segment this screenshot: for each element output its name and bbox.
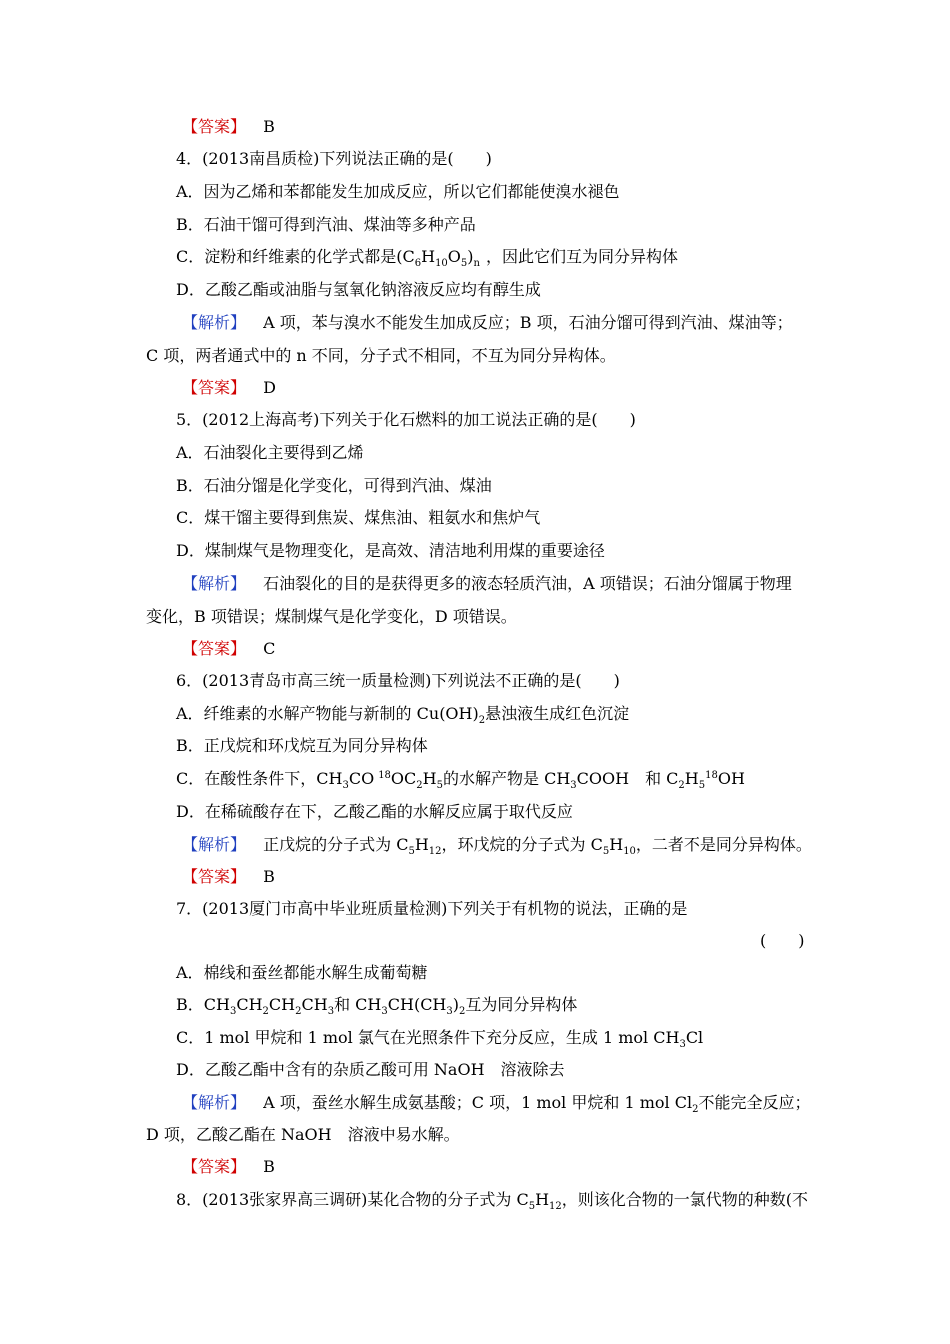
subscript: 2 bbox=[478, 715, 486, 726]
subscript: 3 bbox=[229, 1006, 237, 1017]
answer-value: D bbox=[263, 378, 276, 397]
subscript: 3 bbox=[342, 780, 349, 791]
text-run: B．CH bbox=[176, 995, 230, 1014]
q5-option-a: A．石油裂化主要得到乙烯 bbox=[176, 443, 364, 462]
q6-answer-line bbox=[182, 866, 275, 888]
text-run: CH bbox=[236, 995, 263, 1014]
text-run: H bbox=[422, 769, 437, 788]
q7-answer-line bbox=[182, 1156, 275, 1178]
q8-stem bbox=[176, 1189, 808, 1211]
q6-option-a bbox=[176, 703, 629, 725]
text-run: 互为同分异构体 bbox=[465, 995, 578, 1014]
answer-value: B bbox=[263, 1157, 275, 1176]
text-run: O bbox=[447, 247, 461, 266]
text-run: C．淀粉和纤维素的化学式都是(C bbox=[176, 247, 415, 266]
q4-analysis-line1 bbox=[182, 312, 793, 334]
q7-analysis-line2: D 项，乙酸乙酯在 NaOH 溶液中易水解。 bbox=[146, 1125, 460, 1144]
text-run: ) bbox=[467, 247, 474, 266]
q4-option-a: A．因为乙烯和苯都能发生加成反应，所以它们都能使溴水褪色 bbox=[176, 182, 620, 201]
analysis-tag: 【解析】 bbox=[182, 313, 247, 332]
text-run: CH bbox=[301, 995, 328, 1014]
text-run: OH bbox=[717, 769, 745, 788]
text-run: CH bbox=[268, 995, 296, 1014]
subscript: 5 bbox=[528, 1201, 536, 1212]
q4-option-d: D．乙酸乙酯或油脂与氢氧化钠溶液反应均有醇生成 bbox=[176, 280, 541, 299]
subscript: 10 bbox=[623, 846, 636, 857]
text-run: C．1 mol 甲烷和 1 mol 氯气在光照条件下充分反应，生成 1 mol CH bbox=[176, 1028, 680, 1047]
text-run: 的水解产物是 CH bbox=[442, 769, 571, 788]
text-run: C．在酸性条件下，CH bbox=[176, 769, 343, 788]
q5-option-b: B．石油分馏是化学变化，可得到汽油、煤油 bbox=[176, 476, 492, 495]
q7-answer-paren: ( ) bbox=[760, 931, 805, 950]
q6-analysis-line bbox=[182, 834, 812, 856]
answer-tag: 【答案】 bbox=[182, 117, 247, 136]
q5-answer-line bbox=[182, 638, 275, 660]
q4-answer-line bbox=[182, 377, 276, 399]
q5-option-c: C．煤干馏主要得到焦炭、煤焦油、粗氨水和焦炉气 bbox=[176, 508, 541, 527]
subscript: 12 bbox=[549, 1201, 562, 1212]
q7-option-d: D．乙酸乙酯中含有的杂质乙酸可用 NaOH 溶液除去 bbox=[176, 1060, 565, 1079]
answer-tag: 【答案】 bbox=[182, 867, 247, 886]
q6-option-c bbox=[176, 768, 745, 790]
q6-option-d: D．在稀硫酸存在下，乙酸乙酯的水解反应属于取代反应 bbox=[176, 802, 573, 821]
text-run: A 项，蚕丝水解生成氨基酸；C 项，1 mol 甲烷和 1 mol Cl bbox=[263, 1093, 693, 1112]
q7-option-b bbox=[176, 994, 577, 1016]
q7-analysis-line1 bbox=[182, 1092, 810, 1114]
q6-option-b: B．正戊烷和环戊烷互为同分异构体 bbox=[176, 736, 428, 755]
text-run: 悬浊液生成红色沉淀 bbox=[485, 704, 630, 723]
analysis-text: A 项，苯与溴水不能发生加成反应；B 项，石油分馏可得到汽油、煤油等； bbox=[263, 313, 793, 332]
q5-analysis-line2: 变化，B 项错误；煤制煤气是化学变化，D 项错误。 bbox=[146, 607, 517, 626]
text-run: CO bbox=[348, 769, 375, 788]
text-run: ，二者不是同分异构体。 bbox=[635, 835, 812, 854]
text-run: OC bbox=[390, 769, 417, 788]
analysis-tag: 【解析】 bbox=[182, 835, 247, 854]
q4-analysis-line2: C 项，两者通式中的 n 不同，分子式不相同，不互为同分异构体。 bbox=[146, 346, 616, 365]
subscript: 6 bbox=[414, 258, 422, 269]
answer-value: B bbox=[263, 117, 275, 136]
subscript: 5 bbox=[436, 780, 443, 791]
text-run: 不能完全反应； bbox=[698, 1093, 811, 1112]
text-run: H bbox=[414, 835, 429, 854]
subscript: 12 bbox=[428, 846, 442, 857]
q4-option-b: B．石油干馏可得到汽油、煤油等多种产品 bbox=[176, 215, 476, 234]
subscript: 2 bbox=[692, 1104, 699, 1115]
text-run: 正戊烷的分子式为 C bbox=[263, 835, 409, 854]
text-run: A．纤维素的水解产物能与新制的 Cu(OH) bbox=[176, 704, 479, 723]
q6-stem: 6．(2013青岛市高三统一质量检测)下列说法不正确的是( ) bbox=[176, 671, 620, 690]
subscript: 2 bbox=[262, 1006, 269, 1017]
text-run: H bbox=[535, 1190, 550, 1209]
text-run: 和 CH bbox=[334, 995, 382, 1014]
q4-option-c bbox=[176, 246, 678, 268]
text-run: COOH 和 C bbox=[576, 769, 679, 788]
text-run: ) bbox=[452, 995, 460, 1014]
q7-option-a: A．棉线和蚕丝都能水解生成葡萄糖 bbox=[176, 963, 428, 982]
text-run: H bbox=[684, 769, 699, 788]
answer-value: C bbox=[263, 639, 276, 658]
subscript: 3 bbox=[327, 1006, 335, 1017]
text-run: H bbox=[609, 835, 624, 854]
subscript: n bbox=[473, 258, 480, 269]
answer-tag: 【答案】 bbox=[182, 639, 247, 658]
subscript: 2 bbox=[678, 780, 685, 791]
answer-value: B bbox=[263, 867, 275, 886]
analysis-tag: 【解析】 bbox=[182, 574, 247, 593]
q7-option-c bbox=[176, 1027, 703, 1049]
text-run: ，环戊烷的分子式为 C bbox=[441, 835, 603, 854]
subscript: 5 bbox=[408, 846, 415, 857]
subscript: 2 bbox=[295, 1006, 302, 1017]
q7-stem: 7．(2013厦门市高中毕业班质量检测)下列关于有机物的说法，正确的是 bbox=[176, 899, 688, 918]
analysis-text: 石油裂化的目的是获得更多的液态轻质汽油，A 项错误；石油分馏属于物理 bbox=[263, 574, 792, 593]
text-run: ，因此它们互为同分异构体 bbox=[486, 247, 679, 266]
q5-option-d: D．煤制煤气是物理变化，是高效、清洁地利用煤的重要途径 bbox=[176, 541, 605, 560]
subscript: 10 bbox=[435, 258, 448, 269]
subscript: 3 bbox=[679, 1039, 686, 1050]
answer-tag: 【答案】 bbox=[182, 378, 247, 397]
superscript: 18 bbox=[378, 770, 391, 781]
subscript: 2 bbox=[459, 1006, 466, 1017]
text-run: CH(CH bbox=[387, 995, 447, 1014]
analysis-tag: 【解析】 bbox=[182, 1093, 247, 1112]
q5-stem: 5．(2012上海高考)下列关于化石燃料的加工说法正确的是( ) bbox=[176, 410, 636, 429]
text-run: H bbox=[421, 247, 436, 266]
answer-tag: 【答案】 bbox=[182, 1157, 247, 1176]
subscript: 3 bbox=[381, 1006, 388, 1017]
text-run: Cl bbox=[685, 1028, 704, 1047]
q3-answer-line bbox=[182, 116, 275, 138]
subscript: 2 bbox=[416, 780, 423, 791]
subscript: 3 bbox=[570, 780, 577, 791]
q5-analysis-line1 bbox=[182, 573, 792, 595]
subscript: 5 bbox=[698, 780, 706, 791]
subscript: 3 bbox=[446, 1006, 453, 1017]
text-run: 8．(2013张家界高三调研)某化合物的分子式为 C bbox=[176, 1190, 529, 1209]
subscript: 5 bbox=[460, 258, 468, 269]
superscript: 18 bbox=[705, 770, 718, 781]
q4-stem: 4．(2013南昌质检)下列说法正确的是( ) bbox=[176, 149, 492, 168]
subscript: 5 bbox=[602, 846, 610, 857]
text-run: ，则该化合物的一氯代物的种数(不 bbox=[561, 1190, 809, 1209]
